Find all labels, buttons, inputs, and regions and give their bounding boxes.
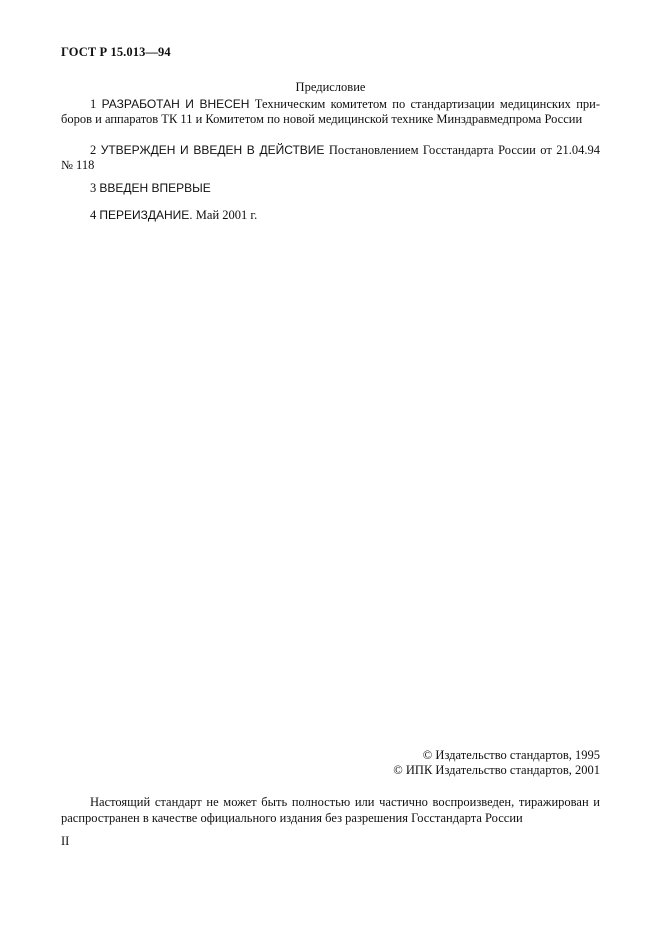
preface-item-2-number: 2 [90,143,97,157]
document-code: ГОСТ Р 15.013—94 [61,45,171,59]
copyright-line-2: © ИПК Издательство стандартов, 2001 [393,763,600,777]
preface-item-3-lead: ВВЕДЕН ВПЕРВЫЕ [99,181,211,195]
reproduction-notice-line-1: Настоящий стандарт не может быть полностью или частично воспроизведен, тиражирован и [90,795,600,809]
preface-item-4 [61,208,600,223]
preface-item-3 [61,181,600,196]
copyright-line-1: © Издательство стандартов, 1995 [422,748,600,762]
preface-item-2-line-1 [61,143,600,158]
reproduction-notice [61,794,600,826]
preface-item-2-line-2: № 118 [61,158,95,172]
preface-item-2-text: Постановлением Госстандарта России от 21.04.94 [328,143,601,157]
preface-item-4-lead: ПЕРЕИЗДАНИЕ. [99,208,193,222]
preface-item-3-number: 3 [90,181,97,195]
preface-item-2 [61,143,600,173]
copyright-block [393,748,600,778]
reproduction-notice-line-2: распространен в качестве официального издания без разрешения Госстандарта России [61,811,523,825]
preface-item-1-line-2: боров и аппаратов ТК 11 и Комитетом по новой медицинской технике Минздравмедпрома России [61,112,583,126]
preface-item-1 [61,97,600,127]
page-number: II [61,834,70,848]
preface-item-1-line-1 [61,97,600,112]
preface-item-1-text: Техническим комитетом по стандартизации медицинских при- [254,97,601,111]
preface-item-1-number: 1 [90,97,97,111]
preface-title: Предисловие [295,80,366,94]
preface-item-4-number: 4 [90,208,97,222]
preface-item-1-lead: РАЗРАБОТАН И ВНЕСЕН [101,97,250,111]
preface-item-4-text: Май 2001 г. [195,208,258,222]
preface-item-2-lead: УТВЕРЖДЕН И ВВЕДЕН В ДЕЙСТВИЕ [100,143,325,157]
